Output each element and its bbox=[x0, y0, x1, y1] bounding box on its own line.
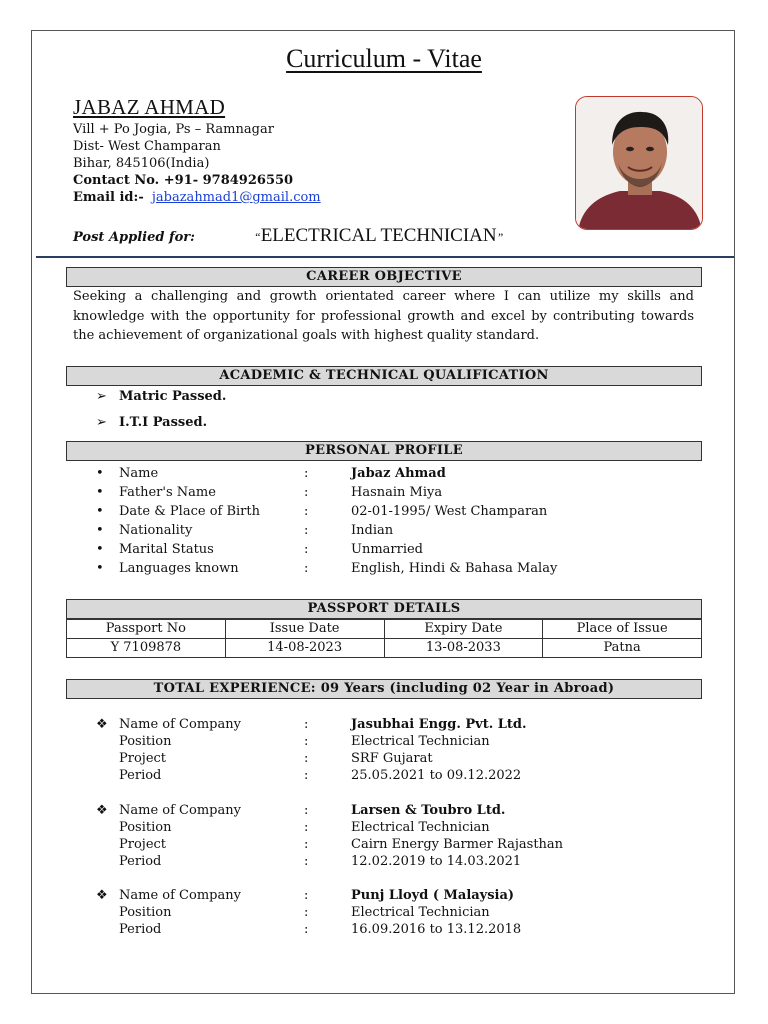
profile-key: Father's Name bbox=[119, 485, 216, 500]
passport-value-cell: Y 7109878 bbox=[67, 639, 226, 658]
experience-colon: : bbox=[304, 854, 309, 869]
post-applied-label: Post Applied for: bbox=[73, 230, 195, 245]
passport-heading: PASSPORT DETAILS bbox=[66, 599, 702, 619]
experience-key: Project bbox=[119, 751, 167, 766]
company-name: Larsen & Toubro Ltd. bbox=[351, 803, 506, 818]
profile-value: Jabaz Ahmad bbox=[351, 466, 446, 481]
profile-colon: : bbox=[304, 485, 309, 500]
document-title: Curriculum - Vitae bbox=[286, 44, 482, 73]
profile-colon: : bbox=[304, 523, 309, 538]
bullet-icon: • bbox=[96, 504, 104, 519]
experience-colon: : bbox=[304, 905, 309, 920]
passport-header-cell: Place of Issue bbox=[543, 620, 702, 639]
profile-value: Hasnain Miya bbox=[351, 485, 443, 500]
passport-header-cell: Passport No bbox=[67, 620, 226, 639]
experience-value: 25.05.2021 to 09.12.2022 bbox=[351, 768, 522, 783]
profile-value: Unmarried bbox=[351, 542, 424, 557]
profile-colon: : bbox=[304, 504, 309, 519]
profile-key: Date & Place of Birth bbox=[119, 504, 260, 519]
passport-value-cell: 13-08-2033 bbox=[384, 639, 543, 658]
bullet-icon: • bbox=[96, 466, 104, 481]
experience-key: Name of Company bbox=[119, 803, 241, 818]
profile-colon: : bbox=[304, 561, 309, 576]
experience-heading: TOTAL EXPERIENCE: 09 Years (including 02 Year in Abroad) bbox=[66, 679, 702, 699]
email-row bbox=[73, 189, 321, 206]
experience-value: Electrical Technician bbox=[351, 734, 490, 749]
experience-colon: : bbox=[304, 888, 309, 903]
profile-colon: : bbox=[304, 542, 309, 557]
bullet-icon: • bbox=[96, 561, 104, 576]
profile-key: Marital Status bbox=[119, 542, 214, 557]
experience-key: Position bbox=[119, 734, 172, 749]
profile-value: 02-01-1995/ West Champaran bbox=[351, 504, 548, 519]
experience-value: Cairn Energy Barmer Rajasthan bbox=[351, 837, 564, 852]
career-objective-heading: CAREER OBJECTIVE bbox=[66, 267, 702, 287]
profile-photo bbox=[575, 96, 703, 230]
passport-header-cell: Expiry Date bbox=[384, 620, 543, 639]
address-line-2: Dist- West Champaran bbox=[73, 139, 221, 154]
experience-colon: : bbox=[304, 751, 309, 766]
qualification-item bbox=[96, 389, 226, 404]
header-divider bbox=[36, 256, 734, 258]
career-objective-text: Seeking a challenging and growth orientated career where I can utilize my skills and knowledge with the opportunity for professional growth and excel by contributing towards the achievement of organizational goals with highest quality standard. bbox=[73, 289, 694, 343]
qualification-text: I.T.I Passed. bbox=[119, 415, 208, 430]
bullet-icon: • bbox=[96, 485, 104, 500]
address-line-1: Vill + Po Jogia, Ps – Ramnagar bbox=[73, 122, 274, 137]
experience-value: 16.09.2016 to 13.12.2018 bbox=[351, 922, 522, 937]
quote-open: “ bbox=[254, 230, 261, 244]
passport-table bbox=[66, 619, 702, 658]
diamond-bullet-icon: ❖ bbox=[96, 888, 108, 903]
experience-colon: : bbox=[304, 717, 309, 732]
passport-value-row bbox=[67, 639, 702, 658]
experience-value: SRF Gujarat bbox=[351, 751, 433, 766]
experience-colon: : bbox=[304, 803, 309, 818]
address-line-3: Bihar, 845106(India) bbox=[73, 156, 210, 171]
experience-colon: : bbox=[304, 820, 309, 835]
experience-key: Name of Company bbox=[119, 888, 241, 903]
person-photo-icon bbox=[576, 97, 703, 230]
experience-key: Period bbox=[119, 922, 162, 937]
experience-key: Period bbox=[119, 854, 162, 869]
profile-key: Languages known bbox=[119, 561, 239, 576]
passport-value-cell: 14-08-2023 bbox=[225, 639, 384, 658]
experience-colon: : bbox=[304, 837, 309, 852]
arrow-bullet-icon: ➢ bbox=[96, 415, 107, 430]
bullet-icon: • bbox=[96, 523, 104, 538]
diamond-bullet-icon: ❖ bbox=[96, 717, 108, 732]
experience-value: Electrical Technician bbox=[351, 905, 490, 920]
post-title: ELECTRICAL TECHNICIAN bbox=[260, 225, 497, 246]
email-label: Email id:- bbox=[73, 190, 144, 205]
post-applied-value bbox=[254, 225, 503, 247]
company-name: Punj Lloyd ( Malaysia) bbox=[351, 888, 515, 903]
qualification-text: Matric Passed. bbox=[119, 389, 227, 404]
quote-close: ” bbox=[496, 230, 504, 244]
candidate-name: JABAZ AHMAD bbox=[73, 95, 226, 119]
experience-value: 12.02.2019 to 14.03.2021 bbox=[351, 854, 522, 869]
company-name: Jasubhai Engg. Pvt. Ltd. bbox=[351, 717, 527, 732]
experience-key: Name of Company bbox=[119, 717, 241, 732]
passport-header-cell: Issue Date bbox=[225, 620, 384, 639]
diamond-bullet-icon: ❖ bbox=[96, 803, 108, 818]
experience-key: Position bbox=[119, 905, 172, 920]
profile-key: Nationality bbox=[119, 523, 193, 538]
experience-value: Electrical Technician bbox=[351, 820, 490, 835]
passport-value-cell: Patna bbox=[543, 639, 702, 658]
contact-number: Contact No. +91- 9784926550 bbox=[73, 173, 294, 188]
profile-value: Indian bbox=[351, 523, 394, 538]
profile-value: English, Hindi & Bahasa Malay bbox=[351, 561, 558, 576]
experience-key: Period bbox=[119, 768, 162, 783]
qualification-item bbox=[96, 415, 207, 430]
profile-colon: : bbox=[304, 466, 309, 481]
qualification-heading: ACADEMIC & TECHNICAL QUALIFICATION bbox=[66, 366, 702, 386]
experience-key: Project bbox=[119, 837, 167, 852]
experience-colon: : bbox=[304, 734, 309, 749]
experience-colon: : bbox=[304, 922, 309, 937]
experience-key: Position bbox=[119, 820, 172, 835]
bullet-icon: • bbox=[96, 542, 104, 557]
experience-colon: : bbox=[304, 768, 309, 783]
arrow-bullet-icon: ➢ bbox=[96, 389, 107, 404]
passport-header-row bbox=[67, 620, 702, 639]
email-link[interactable]: jabazahmad1@gmail.com bbox=[151, 190, 321, 205]
profile-key: Name bbox=[119, 466, 159, 481]
personal-profile-heading: PERSONAL PROFILE bbox=[66, 441, 702, 461]
